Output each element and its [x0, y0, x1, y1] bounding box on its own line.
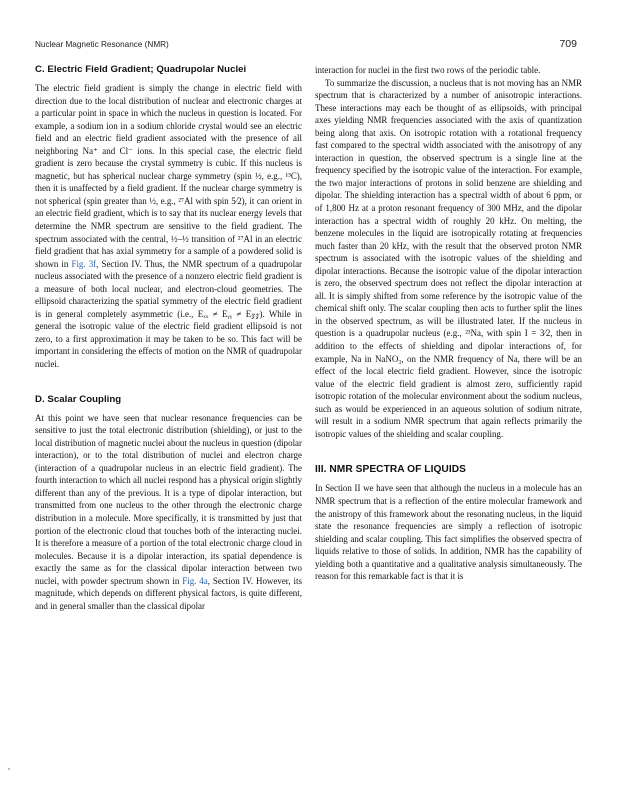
section-iii-paragraph: In Section II we have seen that although the nucleus in a molecule has an NMR spectrum that is a reflection of the entire molecular framework and the anistropy of this framework about the resonating nucleus, in the liquid state the resonance frequencies are simply a reflection of isotropic shielding and scalar coupling. This fact simplifies the observed spectra of liquids relative to those of solids. In addition, NMR has the capability of yielding both a quantitative and a qualitative analysis simultaneously. The reason for this remarkable fact is that it is	[315, 483, 582, 582]
section-c-text-tail: , Section IV. Thus, the NMR spectrum of a quadrupolar nucleus associated with the presence of a nonzero electric field gradient is a measure of both local nuclear, and electron-cloud geometries. The ellipsoid characterizing the spatial symmetry of the electric field gradient is in general completely asymmetric (i.e., Eₓₓ ≠ Eᵧᵧ ≠ E𝓏𝓏). While in general the isotropic value of the electric field gradient ellipsoid is not zero, to a first approximation it may be taken to be so. This fact will be important in considering the effects of motion on the NMR of quadrupolar nuclei.	[35, 258, 303, 370]
section-c-paragraph	[35, 82, 302, 371]
figure-4a-link[interactable]: Fig. 4a	[182, 575, 208, 586]
figure-3f-link[interactable]: Fig. 3f	[71, 258, 97, 269]
section-c-heading: C. Electric Field Gradient; Quadrupolar Nuclei	[35, 64, 247, 75]
section-d-text-tail: , Section IV. However, its magnitude, which depends on different physical factors, is quite different, and in general smaller than the classical dipolar	[35, 575, 302, 611]
margin-mark	[8, 768, 10, 770]
section-d-paragraph	[35, 412, 302, 613]
section-d-text: At this point we have seen that nuclear resonance frequencies can be sensitive to just the total electronic distribution (shielding), or just to the local distribution of magnetic nuclei about the nucleus in question (dipolar interaction), or to the total distribution of nuclei and electron charge (interaction of a quadrupolar nucleus in an electric field gradient). The fourth interaction to which all nuclei respond has a physical origin slightly different than any of the previous. It is a type of dipolar interaction, but transmitted from one nucleus to the other through the electronic charge distribution in a molecule. More specifically, it is transmitted by just that portion of the electronic cloud that touches both of the interacting nuclei. It is therefore a measure of a portion of the total electronic charge cloud in molecules. Because it is a dipolar interaction, its spatial dependence is exactly the same as for the classical dipolar interaction between two nuclei, with powder spectrum shown in	[35, 412, 302, 586]
left-column	[35, 64, 302, 612]
summary-paragraph: To summarize the discussion, a nucleus that is not moving has an NMR spectrum that is characterized by a number of anisotropic interactions. These interactions may each be thought of as ellipsoids, with principal axes yielding NMR frequencies associated with the axis of quantization being along that axis. On isotropic rotation with a rotational frequency fast compared to the spectral width associated with the anisotropy of any interaction in question, the observed spectrum is a single line at the frequency specified by the isotropic value of the interaction. For example, the two major interactions of protons in solid benzene are shielding and dipolar. The shielding interaction has a spectral width of about 6 ppm, or of 1,800 Hz at a proton resonant frequency of 300 MHz, and the dipolar interaction has a spectral width of roughly 20 kHz. On melting, the benzene molecules in the liquid are isotropically rotating at frequencies much faster than 20 kHz, with the result that the observed proton NMR spectrum is associated with the isotropic values of the shielding and dipolar interactions. Because the isotropic value of the dipolar interaction is zero, the observed spectrum does not reflect the dipolar interaction at all. It is simply shifted from some reference by the isotropic value of the chemical shift only. The scalar coupling then acts to further split the lines in the observed spectrum, as will be illustrated later. If the nucleus in question is a quadrupolar nucleus (e.g., ²³Na, with spin I = 3⁄2, then in addition to the effects of shielding and dipolar interactions of, for example, Na in NaNO₃, on the NMR frequency of Na, there will be an effect of the local electric field gradient. However, since the isotropic value of the electric field gradient is almost zero, sufficiently rapid isotropic rotation of the molecular environment about the sodium nucleus, such as would be experienced in an aqueous solution of sodium nitrate, will result in a sodium NMR spectrum that again reflects primarily the isotropic values of the shielding and scalar coupling.	[315, 77, 582, 439]
section-c-text: The electric field gradient is simply the change in electric field with direction due to the local distribution of nuclear and electronic charges at a particular point in space in which the nucleus in question is located. For example, a sodium ion in a sodium chloride crystal would see an electric field and an electric field gradient associated with the presence of all neighboring Na⁺ and Cl⁻ ions. In this special case, the electric field gradient is zero because the crystal symmetry is cubic. If this nucleus is magnetic, but has spherical nuclear charge symmetry (spin ½, e.g., ¹³C), then it is unaffected by a field gradient. If the nuclear charge symmetry is not spherical (spin greater than ½, e.g., ²⁷Al with spin 5⁄2), it can orient in an electric field gradient, which is to say that its nuclear energy levels that determine the NMR spectrum are sensitive to the field gradient. The spectrum associated with the central, ½–½ transition of ²⁷Al in an electric field gradient that has axial symmetry for a sample of a powdered solid is shown in	[35, 83, 302, 269]
running-head: Nuclear Magnetic Resonance (NMR)	[35, 40, 169, 49]
section-d-heading: D. Scalar Coupling	[35, 393, 122, 405]
section-iii-heading: III. NMR SPECTRA OF LIQUIDS	[315, 464, 466, 476]
spacer	[35, 371, 302, 394]
page-number: 709	[559, 38, 577, 50]
spacer	[315, 440, 582, 464]
continuation-paragraph: interaction for nuclei in the first two rows of the periodic table.	[315, 65, 541, 75]
right-column	[315, 64, 582, 583]
